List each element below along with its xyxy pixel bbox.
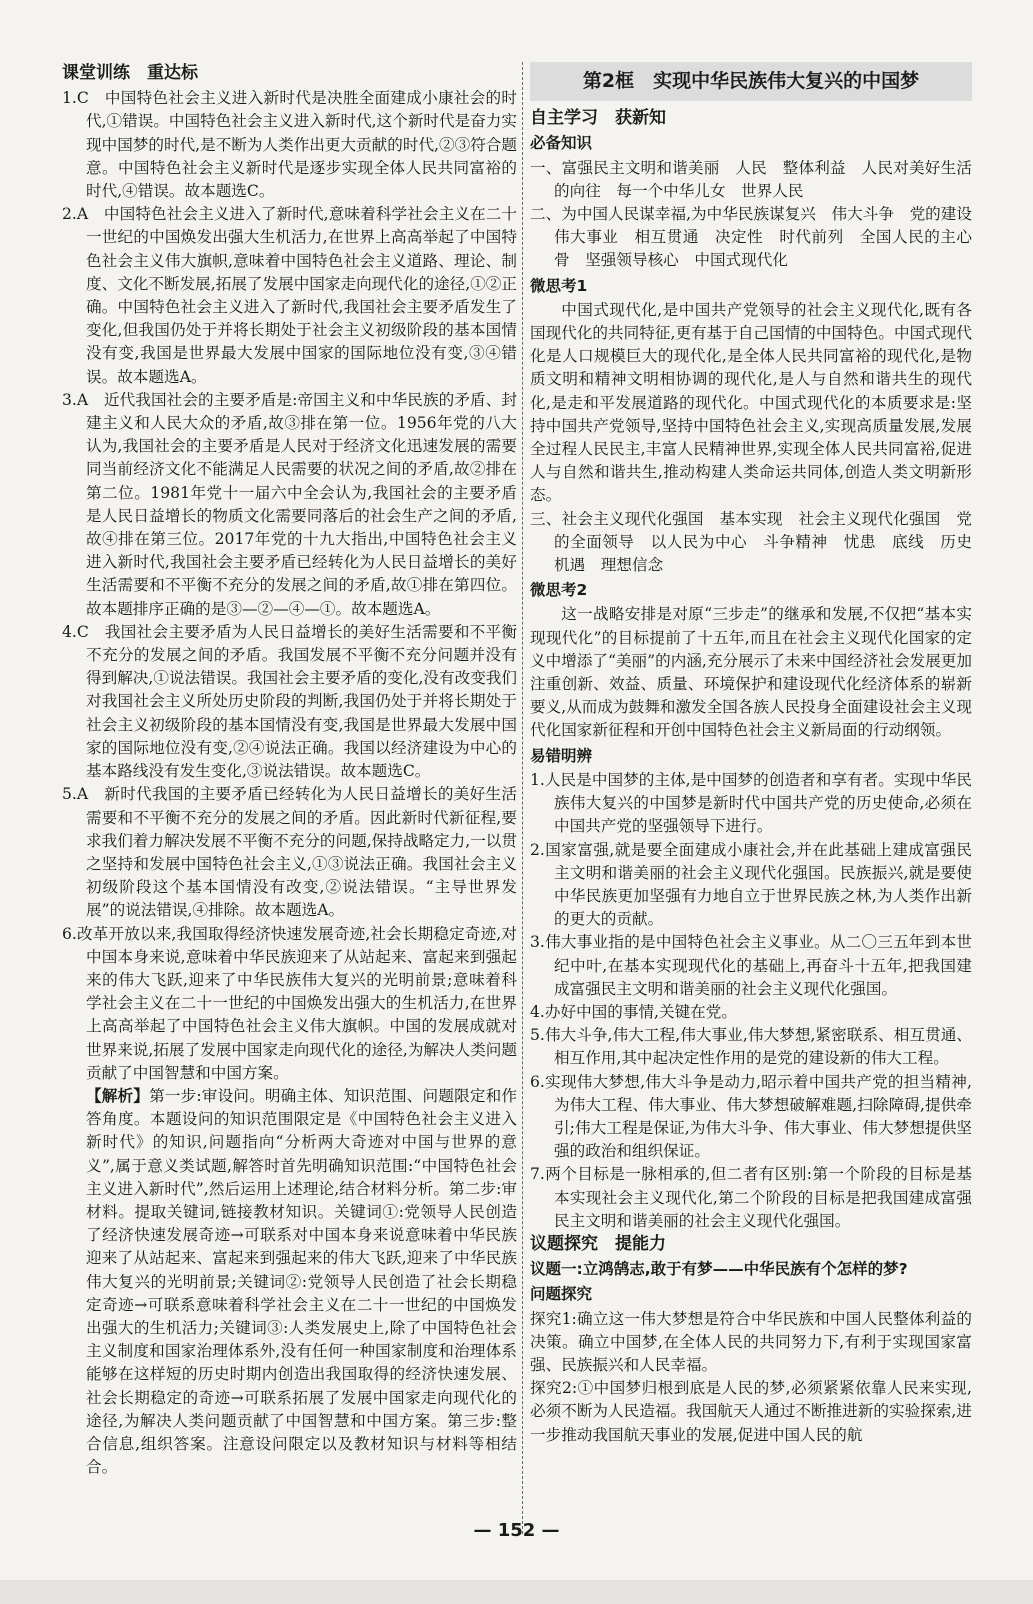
analysis-label: 【解析】 [86, 1086, 150, 1105]
section-heading-practice: 课堂训练 重达标 [62, 63, 198, 83]
subheading-think1: 微思考1 [530, 276, 588, 295]
think2-text: 这一战略安排是对原“三步走”的继承和发展,不仅把“基本实现现代化”的目标提前了十五年,而且在社会主义现代化国家的定义中增添了“美丽”的内涵,充分展示了未来中国经济社会发展更加注重创新、效益、质量、环境保护和建设现代化经济体系的崭新要义,从而成为鼓舞和激发全国各族人民投身全面建设社会主义现代化国家新征程和开创中国特色社会主义新局面的行动纲领。 [530, 605, 972, 740]
error-item: 2.国家富强,就是要全面建成小康社会,并在此基础上建成富强民主文明和谐美丽的社会主义现代化强国。民族振兴,就是要使中华民族更加坚强有力地自立于世界民族之林,为人类作出新的更大的贡献。 [530, 840, 972, 929]
subheading-problem: 问题探究 [530, 1285, 593, 1304]
knowledge-item: 一、富强民主文明和谐美丽 人民 整体利益 人民对美好生活的向往 每一个中华儿女 世界人民 [530, 158, 972, 200]
error-item: 5.伟大斗争,伟大工程,伟大事业,伟大梦想,紧密联系、相互贯通、相互作用,其中起决定性作用的是党的建设新的伟大工程。 [530, 1026, 972, 1068]
error-item: 4.办好中国的事情,关键在党。 [530, 1002, 737, 1021]
knowledge-item: 三、社会主义现代化强国 基本实现 社会主义现代化强国 党的全面领导 以人民为中心 斗争精神 忧患 底线 历史机遇 理想信念 [530, 509, 972, 575]
answer-item: 3.A 近代我国社会的主要矛盾是:帝国主义和中华民族的矛盾、封建主义和人民大众的矛盾,故③排在第一位。1956年党的八大认为,我国社会的主要矛盾是人民对于经济文化迅速发展的需要同当前经济文化不能满足人民需要的状况之间的矛盾,故②排在第二位。1981年党十一届六中全会认为,我国社会的主要矛盾是人民日益增长的物质文化需要同落后的社会生产之间的矛盾,故④排在第三位。2017年党的十九大指出,中国特色社会主义进入新时代,我国社会主要矛盾已经转化为人民日益增长的美好生活需要和不平衡不充分的发展之间的矛盾,故①排在第四位。故本题排序正确的是③—②—④—①。故本题选A。 [62, 390, 517, 618]
knowledge-item: 二、为中国人民谋幸福,为中华民族谋复兴 伟大斗争 党的建设 伟大事业 相互贯通 决定性 时代前列 全国人民的主心骨 坚强领导核心 中国式现代化 [530, 205, 988, 270]
error-item: 3.伟大事业指的是中国特色社会主义事业。从二〇三五年到本世纪中叶,在基本实现现代化的基础上,再奋斗十五年,把我国建成富强民主文明和谐美丽的社会主义现代化强国。 [530, 933, 972, 998]
error-item: 7.两个目标是一脉相承的,但二者有区别:第一个阶段的目标是基本实现社会主义现代化,第二个阶段的目标是把我国建成富强民主文明和谐美丽的社会主义现代化强国。 [530, 1165, 972, 1230]
answer-item: 1.C 中国特色社会主义进入新时代是决胜全面建成小康社会的时代,①错误。中国特色社会主义进入新时代,这个新时代是奋力实现中国梦的时代,是不断为人类作出更大贡献的时代,②③符合题意。中国特色社会主义新时代是逐步实现全体人民共同富裕的时代,④错误。故本题选C。 [62, 89, 517, 201]
section-heading-self-study: 自主学习 获新知 [530, 108, 666, 129]
column-divider [522, 62, 523, 1534]
analysis-paragraph [62, 1085, 517, 1479]
probe-item: 探究2:①中国梦归根到底是人民的梦,必须紧紧依靠人民来实现,必须不断为人民造福。我国航天人通过不断推进新的实验探索,进一步推动我国航天事业的发展,促进中国人民的航 [530, 1379, 972, 1444]
bottom-band [0, 1580, 1033, 1604]
probe-item: 探究1:确立这一伟大梦想是符合中华民族和中国人民整体利益的决策。确立中国梦,在全体人民的共同努力下,有利于实现国家富强、民族振兴和人民幸福。 [530, 1309, 972, 1374]
right-column [530, 62, 988, 1447]
error-item: 6.实现伟大梦想,伟大斗争是动力,昭示着中国共产党的担当精神,为伟大工程、伟大事业、伟大梦想破解难题,扫除障碍,提供牵引;伟大工程是保证,为伟大斗争、伟大事业、伟大梦想提供坚强的政治和组织保证。 [530, 1072, 972, 1161]
subheading-think2: 微思考2 [530, 581, 588, 600]
topic-heading: 议题一:立鸿鹄志,敢于有梦——中华民族有个怎样的梦? [530, 1260, 908, 1279]
answer-item: 4.C 我国社会主要矛盾为人民日益增长的美好生活需要和不平衡不充分的发展之间的矛盾。我国发展不平衡不充分问题并没有得到解决,①说法错误。我国社会主要矛盾的变化,没有改变我们对我国社会主义所处历史阶段的判断,我国仍处于并将长期处于社会主义初级阶段的基本国情没有变,我国是世界最大发展中国家的国际地位没有变,②④说法正确。我国以经济建设为中心的基本路线没有发生变化,③说法错误。故本题选C。 [62, 622, 517, 781]
page-number: — 152 — [473, 1520, 560, 1541]
left-column [62, 62, 517, 1479]
answer-item: 6.改革开放以来,我国取得经济快速发展奇迹,社会长期稳定奇迹,对中国本身来说,意味着中华民族迎来了从站起来、富起来到强起来的伟大飞跃,迎来了中华民族伟大复兴的光明前景;意味着科学社会主义在二十一世纪的中国焕发出强大的生机活力,在世界上高高举起了中国特色社会主义伟大旗帜。中国的发展成就对世界来说,拓展了发展中国家走向现代化的途径,为解决人类问题贡献了中国智慧和中国方案。 [62, 924, 517, 1082]
answer-item: 5.A 新时代我国的主要矛盾已经转化为人民日益增长的美好生活需要和不平衡不充分的发展之间的矛盾。因此新时代新征程,要求我们着力解决发展不平衡不充分的问题,保持战略定力,一以贯之坚持和发展中国特色社会主义,①③说法正确。我国社会主义初级阶段这个基本国情没有改变,②说法错误。“主导世界发展”的说法错误,④排除。故本题选A。 [62, 785, 517, 920]
error-item: 1.人民是中国梦的主体,是中国梦的创造者和享有者。实现中华民族伟大复兴的中国梦是新时代中国共产党的历史使命,必须在中国共产党的坚强领导下进行。 [530, 770, 972, 836]
analysis-text: 第一步:审设问。明确主体、知识范围、问题限定和作答角度。本题设问的知识范围限定是《中国特色社会主义进入新时代》的知识,问题指向“分析两大奇迹对中国与世界的意义”,属于意义类试题,解答时首先明确知识范围:“中国特色社会主义进入新时代”,然后运用上述理论,结合材料分析。第二步:审材料。提取关键词,链接教材知识。关键词①:党领导人民创造了经济快速发展奇迹→可联系对中国本身来说意味着中华民族迎来了从站起来、富起来到强起来的伟大飞跃,迎来了中华民族伟大复兴的光明前景;关键词②:党领导人民创造了社会长期稳定奇迹→可联系意味着科学社会主义在二十一世纪的中国焕发出强大的生机活力;关键词③:人类发展史上,除了中国特色社会主义制度和国家治理体系外,没有任何一种国家制度和治理体系能够在这样短的历史时期内创造出我国取得的经济快速发展、社会长期稳定的奇迹→可联系拓展了发展中国家走向现代化的途径,为解决人类问题贡献了中国智慧和中国方案。第三步:整合信息,组织答案。注意设问限定以及教材知识与材料等相结合。 [86, 1086, 517, 1477]
subheading-errors: 易错明辨 [530, 746, 593, 765]
answer-item: 2.A 中国特色社会主义进入了新时代,意味着科学社会主义在二十一世纪的中国焕发出强大生机活力,在世界上高高举起了中国特色社会主义伟大旗帜,意味着中国特色社会主义道路、理论、制度、文化不断发展,拓展了发展中国家走向现代化的途径,①②正确。中国特色社会主义进入了新时代,我国社会主要矛盾发生了变化,但我国仍处于并将长期处于社会主义初级阶段的基本国情没有变,我国是世界最大发展中国家的国际地位没有变,③④错误。故本题选A。 [62, 205, 517, 386]
subheading-must-know: 必备知识 [530, 134, 593, 153]
lesson-title: 第2框 实现中华民族伟大复兴的中国梦 [530, 62, 972, 101]
section-heading-explore: 议题探究 提能力 [530, 1233, 666, 1254]
think1-text: 中国式现代化,是中国共产党领导的社会主义现代化,既有各国现代化的共同特征,更有基于自己国情的中国特色。中国式现代化是人口规模巨大的现代化,是全体人民共同富裕的现代化,是物质文明和精神文明相协调的现代化,是人与自然和谐共生的现代化,是走和平发展道路的现代化。中国式现代化的本质要求是:坚持中国共产党领导,坚持中国特色社会主义,实现高质量发展,发展全过程人民民主,丰富人民精神世界,实现全体人民共同富裕,促进人与自然和谐共生,推动构建人类命运共同体,创造人类文明新形态。 [530, 300, 972, 505]
